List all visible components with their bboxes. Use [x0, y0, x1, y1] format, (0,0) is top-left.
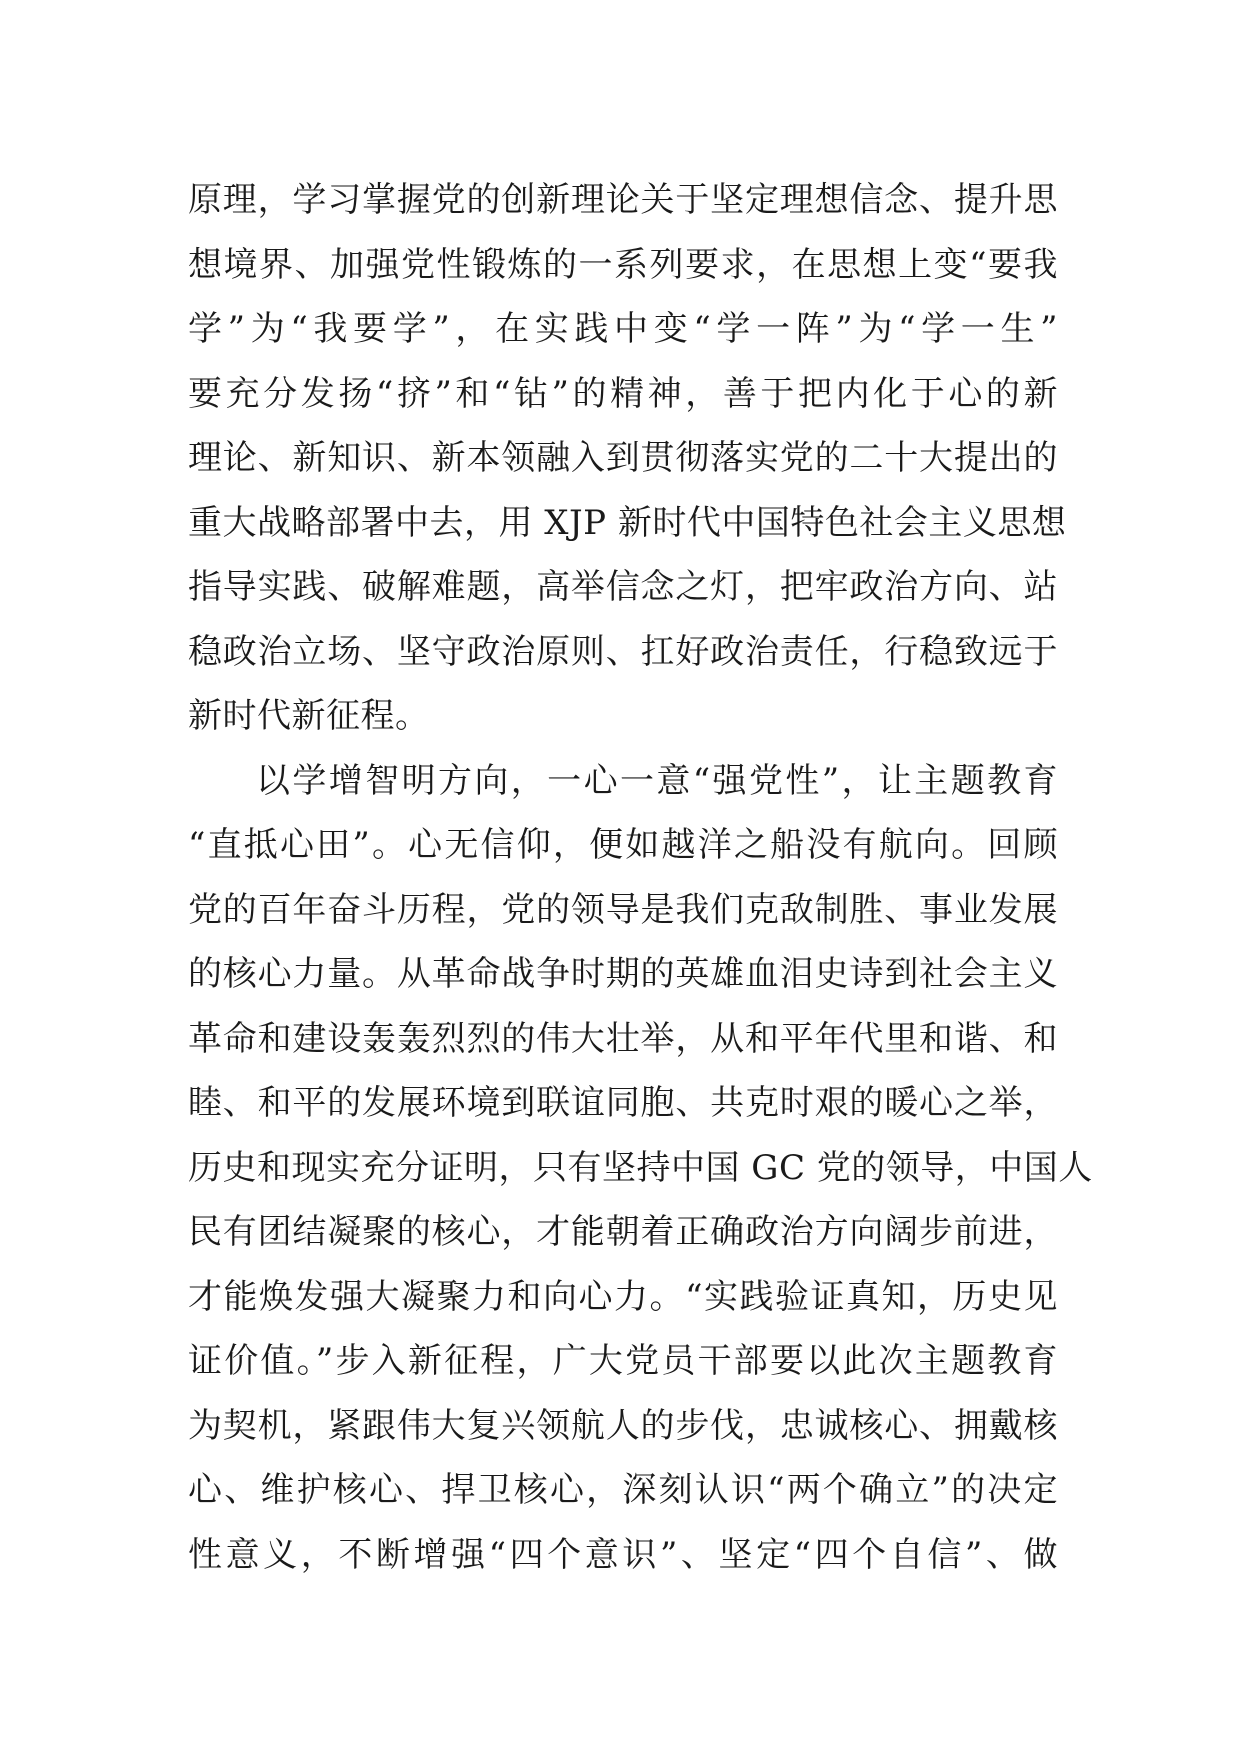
text-line: 理论、新知识、新本领融入到贯彻落实党的二十大提出的: [188, 438, 1058, 478]
text-line: 睦、和平的发展环境到联谊同胞、共克时艰的暖心之举，: [188, 1083, 1058, 1123]
text-line: 想境界、加强党性锻炼的一系列要求，在思想上变“要我: [188, 244, 1058, 285]
text-line: 学”为“我要学”，在实践中变“学一阵”为“学一生”: [188, 309, 1058, 349]
text-line: 的核心力量。从革命战争时期的英雄血泪史诗到社会主义: [188, 954, 1058, 994]
text-line: 稳政治立场、坚守政治原则、扛好政治责任，行稳致远于: [188, 631, 1058, 672]
text-line: 才能焕发强大凝聚力和向心力。“实践验证真知，历史见: [188, 1276, 1058, 1317]
text-line: 为契机，紧跟伟大复兴领航人的步伐，忠诚核心、拥戴核: [188, 1405, 1058, 1446]
text-line: 民有团结凝聚的核心，才能朝着正确政治方向阔步前进，: [188, 1212, 1058, 1252]
text-line: 党的百年奋斗历程，党的领导是我们克敌制胜、事业发展: [188, 889, 1058, 930]
text-line: “直抵心田”。心无信仰，便如越洋之船没有航向。回顾: [188, 825, 1058, 865]
paragraph-start-line: 以学增智明方向，一心一意“强党性”，让主题教育: [256, 760, 1058, 801]
text-line: 历史和现实充分证明，只有坚持中国 GC 党的领导，中国人: [188, 1147, 1093, 1188]
paragraph-end-line: 新时代新征程。: [188, 696, 430, 736]
text-line: 心、维护核心、捍卫核心，深刻认识“两个确立”的决定: [188, 1470, 1058, 1510]
text-line: 指导实践、破解难题，高举信念之灯，把牢政治方向、站: [188, 567, 1058, 607]
text-line: 要充分发扬“挤”和“钻”的精神，善于把内化于心的新: [188, 373, 1058, 414]
text-line: 性意义，不断增强“四个意识”、坚定“四个自信”、做: [188, 1534, 1058, 1575]
text-line: 原理，学习掌握党的创新理论关于坚定理想信念、提升思: [188, 180, 1058, 220]
text-line: 革命和建设轰轰烈烈的伟大壮举，从和平年代里和谐、和: [188, 1018, 1058, 1059]
text-line: 证价值。”步入新征程，广大党员干部要以此次主题教育: [188, 1341, 1058, 1381]
text-line: 重大战略部署中去，用 XJP 新时代中国特色社会主义思想: [188, 502, 1067, 543]
body-text: [188, 168, 1093, 1587]
